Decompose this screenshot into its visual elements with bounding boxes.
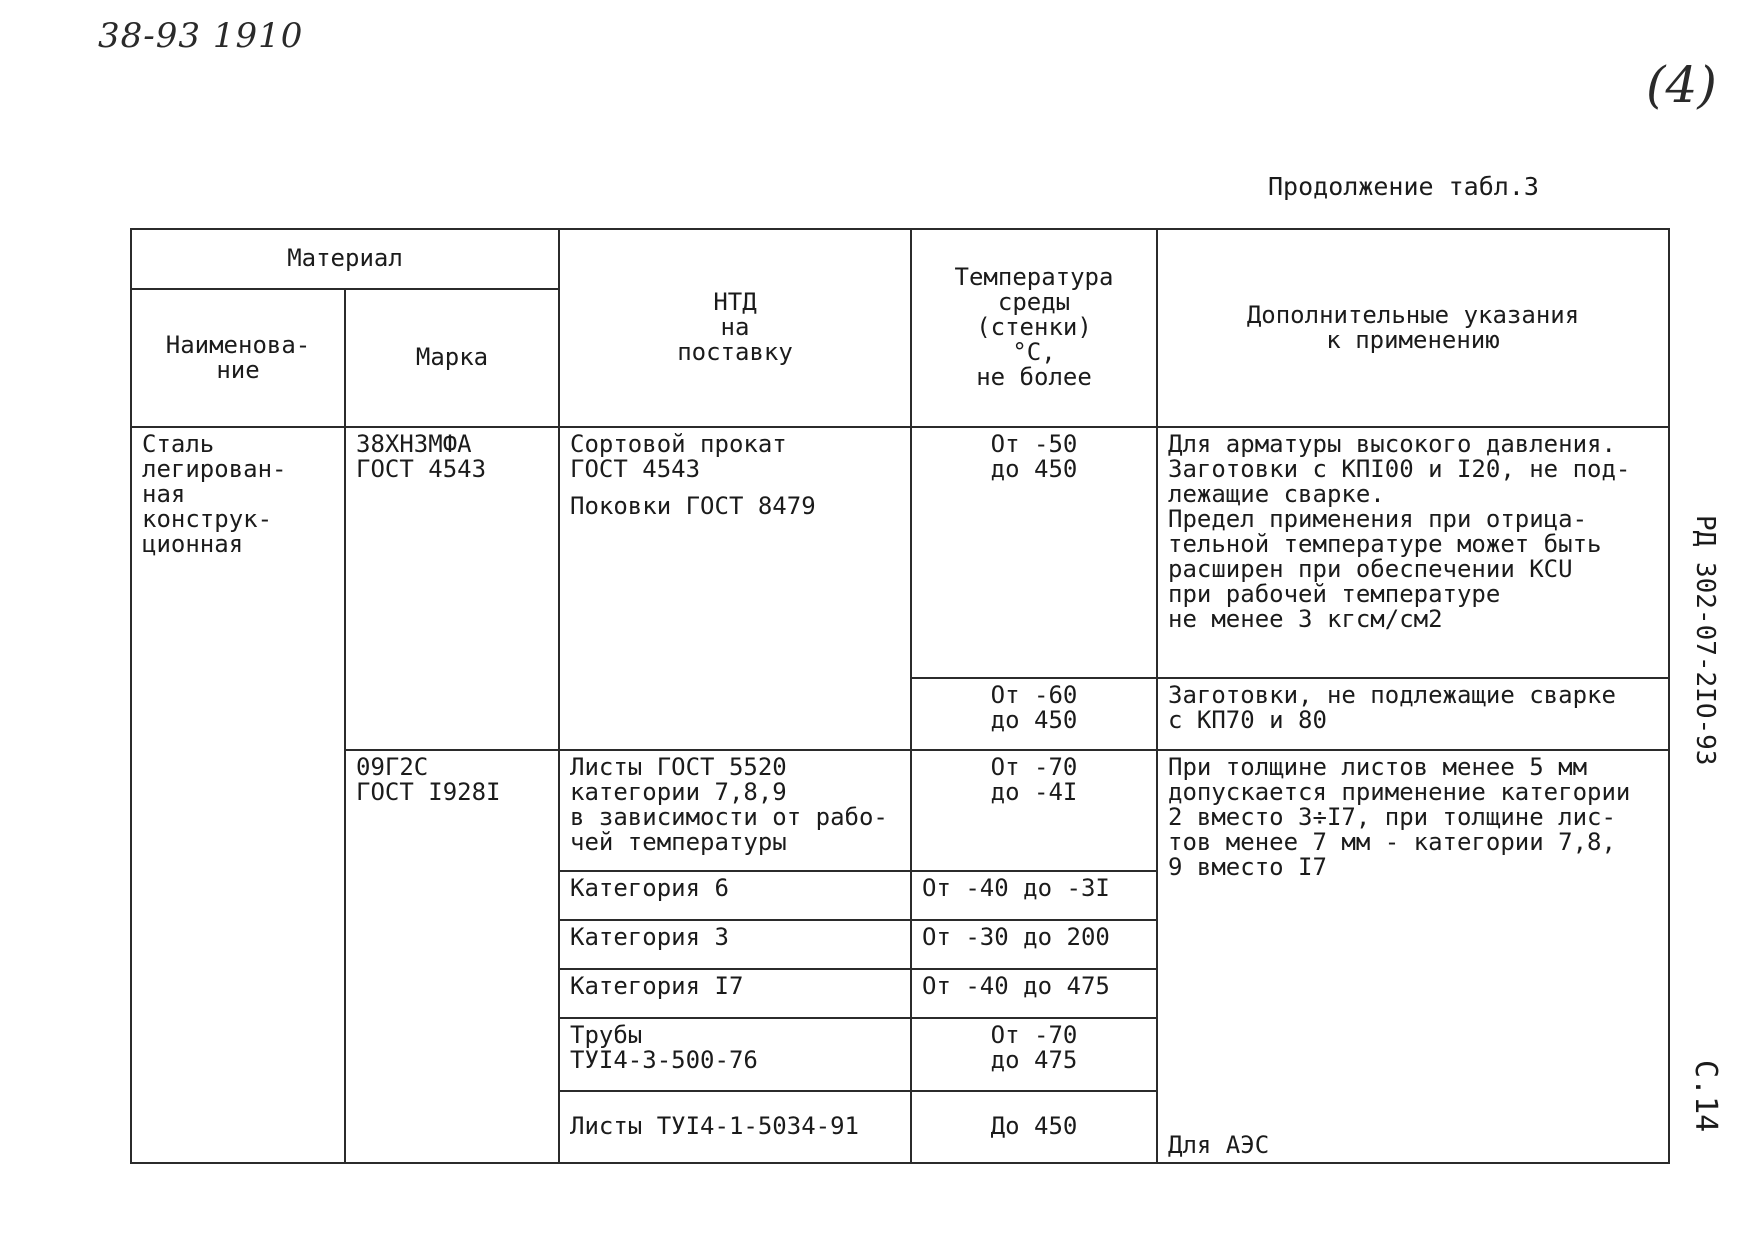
header-name: Наименова- ние <box>131 289 345 427</box>
material-name-cell: Сталь легирован- ная конструк- ционная <box>131 427 345 1163</box>
temp-09g2s-row-2: От -40 до -3I <box>911 871 1157 920</box>
document-code: РД 302-07-2IO-93 <box>1690 515 1720 766</box>
note-npp: Для АЭС <box>1157 1091 1669 1163</box>
materials-table <box>130 228 1668 1164</box>
ntd-09g2s-row-6: Листы ТУI4-1-5034-91 <box>559 1091 911 1163</box>
temp-09g2s-row-4: От -40 до 475 <box>911 969 1157 1018</box>
note-38khn3mfa-1: Для арматуры высокого давления. Заготовки с КПI00 и I20, не под- лежащие сварке. Предел применения при отрица- тельной температуре может быть расширен при обеспечении КСU при рабочей температуре не менее 3 кгсм/см2 <box>1157 427 1669 678</box>
grade-09g2s: 09Г2С ГОСТ I928I <box>345 750 559 1163</box>
ntd-09g2s-row-2: Категория 6 <box>559 871 911 920</box>
ntd-09g2s-row-1: Листы ГОСТ 5520 категории 7,8,9 в зависимости от рабо- чей температуры <box>559 750 911 871</box>
header-notes: Дополнительные указания к применению <box>1157 229 1669 427</box>
ntd-09g2s-row-5: Трубы ТУI4-3-500-76 <box>559 1018 911 1090</box>
temp-38khn3mfa-1: От -50 до 450 <box>911 427 1157 678</box>
handwritten-top-note: 38-93 1910 <box>98 16 304 56</box>
temp-09g2s-row-3: От -30 до 200 <box>911 920 1157 969</box>
ntd-09g2s-row-3: Категория 3 <box>559 920 911 969</box>
header-temperature: Температура среды (стенки) °С, не более <box>911 229 1157 427</box>
temp-09g2s-row-1: От -70 до -4I <box>911 750 1157 871</box>
temp-38khn3mfa-2: От -60 до 450 <box>911 678 1157 750</box>
ntd-38khn3mfa-cell <box>559 427 911 750</box>
ntd-09g2s-row-4: Категория I7 <box>559 969 911 1018</box>
note-09g2s-thickness: При толщине листов менее 5 мм допускается применение категории 2 вместо 3÷I7, при толщине лис- тов менее 7 мм - категории 7,8, 9 вместо I7 <box>1157 750 1669 1090</box>
temp-09g2s-row-6: До 450 <box>911 1091 1157 1163</box>
grade-38khn3mfa: 38ХН3МФА ГОСТ 4543 <box>345 427 559 750</box>
header-ntd: НТД на поставку <box>559 229 911 427</box>
temp-09g2s-row-5: От -70 до 475 <box>911 1018 1157 1090</box>
handwritten-corner-number: (4) <box>1646 56 1717 114</box>
header-grade: Марка <box>345 289 559 427</box>
ntd-bar-stock: Сортовой прокат ГОСТ 4543 <box>570 429 787 483</box>
header-material: Материал <box>131 229 559 289</box>
table-continuation-caption: Продолжение табл.3 <box>1268 172 1539 201</box>
note-38khn3mfa-2: Заготовки, не подлежащие сварке с КП70 и 80 <box>1157 678 1669 750</box>
page-number: С.14 <box>1688 1060 1723 1133</box>
ntd-forgings: Поковки ГОСТ 8479 <box>570 491 816 520</box>
